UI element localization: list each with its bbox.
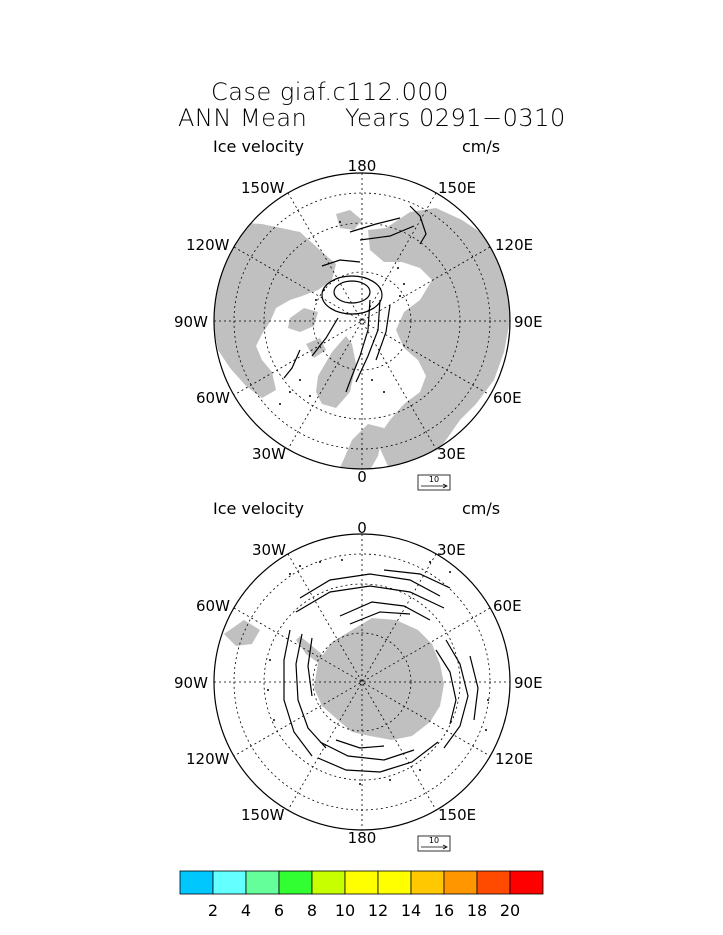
antarctic-lon-30e: 30E [437, 541, 466, 559]
new-zealand [510, 820, 530, 836]
arctic-vector-dot [309, 395, 311, 397]
antarctic-panel [174, 499, 543, 851]
colorbar-label: 2 [207, 901, 219, 920]
arctic-lon-top: 180 [347, 157, 377, 175]
arctic-vector-dot [289, 391, 291, 393]
antarctic-vector-dot [319, 561, 321, 563]
antarctic-lon-150e: 150E [438, 806, 477, 824]
antarctic-map [214, 534, 530, 836]
arctic-vector-dot [279, 403, 281, 405]
antarctic-lon-120w: 120W [186, 750, 230, 768]
arctic-vector-dot [397, 267, 399, 269]
arctic-ref-value: 10 [428, 475, 440, 484]
colorbar-swatch [411, 871, 444, 894]
antarctic-vector-dot [429, 561, 431, 563]
arctic-lon-150e: 150E [438, 179, 477, 197]
antarctic-vector-dot [359, 783, 361, 785]
antarctic-vector-dot [341, 559, 343, 561]
period-label: ANN Mean [178, 104, 308, 132]
antarctic-vector-dot [487, 699, 489, 701]
years-label: Years 0291−0310 [345, 104, 566, 132]
colorbar-label: 8 [306, 901, 318, 920]
antarctic-lon-left: 90W [174, 674, 208, 692]
colorbar-label: 14 [400, 901, 422, 920]
arctic-map [212, 173, 510, 470]
colorbar-label: 12 [367, 901, 389, 920]
arctic-vector-dot [323, 289, 325, 291]
antarctic-lon-150w: 150W [241, 806, 285, 824]
arctic-vector-dot [399, 295, 401, 297]
arctic-vector-dot [299, 379, 301, 381]
antarctic-reference-vector [418, 836, 450, 851]
arctic-lon-bottom: 0 [357, 468, 367, 486]
case-title: Case giaf.c112.000 [211, 78, 449, 106]
colorbar-swatch [444, 871, 477, 894]
arctic-units-label: cm/s [462, 137, 501, 156]
antarctic-panel-title: Ice velocity [213, 499, 304, 518]
colorbar-swatch [510, 871, 543, 894]
colorbar-swatch [180, 871, 213, 894]
arctic-lon-30e: 30E [437, 445, 466, 463]
antarctic-lon-right: 90E [514, 674, 543, 692]
arctic-lon-60e: 60E [493, 389, 522, 407]
antarctic-vector-dot [273, 719, 275, 721]
colorbar-swatch [312, 871, 345, 894]
colorbar-label: 20 [499, 901, 521, 920]
colorbar [180, 871, 543, 920]
antarctic-vector-dot [449, 571, 451, 573]
colorbar-label: 6 [273, 901, 285, 920]
colorbar-swatch [213, 871, 246, 894]
colorbar-label: 16 [433, 901, 455, 920]
antarctic-vector-dot [269, 659, 271, 661]
antarctic-vector-dot [389, 779, 391, 781]
arctic-panel-title: Ice velocity [213, 137, 304, 156]
colorbar-label: 10 [334, 901, 356, 920]
antarctic-ref-value: 10 [428, 836, 440, 845]
antarctic-lon-120e: 120E [495, 750, 534, 768]
antarctic-lon-bottom: 180 [347, 829, 377, 847]
arctic-lon-120w: 120W [186, 236, 230, 254]
arctic-vector-dot [339, 221, 341, 223]
antarctic-vector-dot [485, 729, 487, 731]
antarctic-vector-dot [299, 565, 301, 567]
antarctic-lon-60e: 60E [493, 597, 522, 615]
antarctic-vector-dot [267, 689, 269, 691]
arctic-panel [174, 137, 543, 490]
antarctic-lon-30w: 30W [252, 541, 286, 559]
arctic-lon-left: 90W [174, 313, 208, 331]
antarctic-vector-dot [289, 573, 291, 575]
arctic-vector-dot [315, 299, 317, 301]
colorbar-swatch [279, 871, 312, 894]
arctic-lon-30w: 30W [252, 445, 286, 463]
arctic-vector-dot [403, 283, 405, 285]
antarctic-lon-top: 0 [357, 519, 367, 537]
colorbar-swatch [345, 871, 378, 894]
arctic-reference-vector [418, 475, 450, 490]
arctic-vector-dot [383, 391, 385, 393]
colorbar-swatch [477, 871, 510, 894]
arctic-lon-60w: 60W [196, 389, 230, 407]
arctic-vector-dot [371, 379, 373, 381]
colorbar-swatch [378, 871, 411, 894]
arctic-lon-120e: 120E [495, 236, 534, 254]
colorbar-label: 4 [240, 901, 252, 920]
antarctic-vector-dot [419, 769, 421, 771]
antarctic-units-label: cm/s [462, 499, 501, 518]
arctic-lon-right: 90E [514, 313, 543, 331]
colorbar-label: 18 [466, 901, 488, 920]
antarctic-lon-60w: 60W [196, 597, 230, 615]
arctic-lon-150w: 150W [241, 179, 285, 197]
colorbar-swatch [246, 871, 279, 894]
